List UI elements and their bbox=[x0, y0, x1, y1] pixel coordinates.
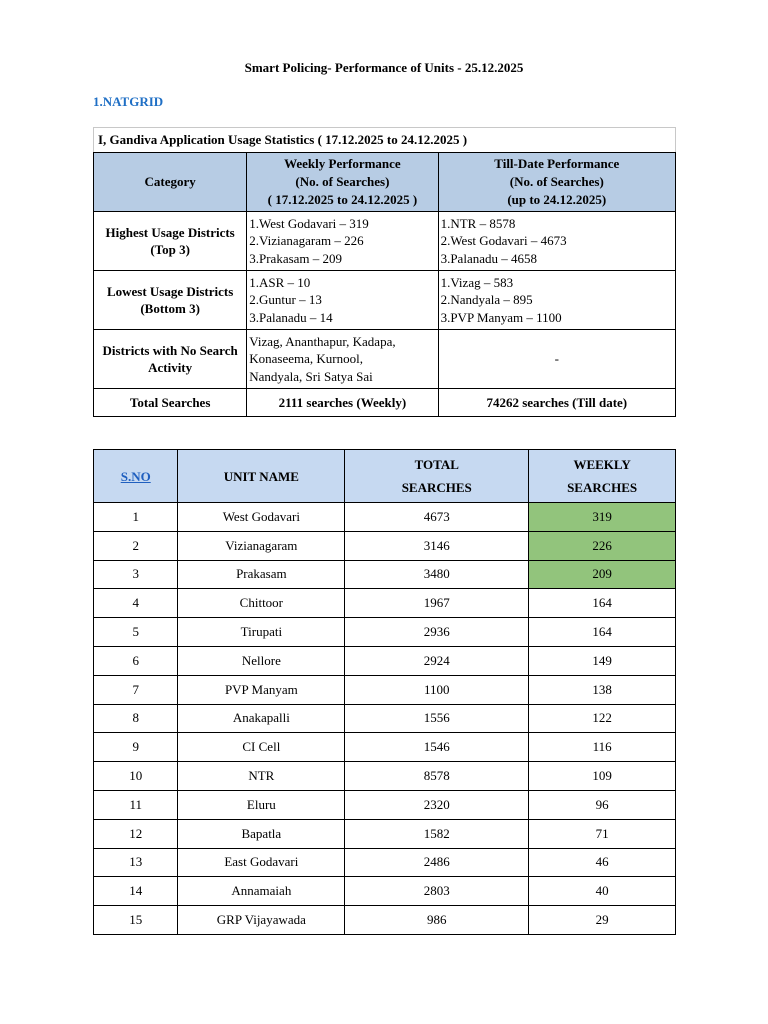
page-title: Smart Policing- Performance of Units - 25.12.2025 bbox=[244, 60, 524, 75]
list-item: 1.ASR – 10 bbox=[249, 274, 311, 290]
total-searches-cell: 986 bbox=[345, 906, 529, 935]
sno-cell: 10 bbox=[94, 762, 178, 791]
category-line: Activity bbox=[148, 360, 193, 375]
header-line: TOTAL bbox=[414, 457, 459, 472]
total-searches-cell: 2924 bbox=[345, 646, 529, 675]
total-tilldate: 74262 searches (Till date) bbox=[438, 389, 675, 417]
sno-cell: 6 bbox=[94, 646, 178, 675]
sno-cell: 3 bbox=[94, 560, 178, 589]
table-row bbox=[94, 589, 676, 618]
weekly-searches-cell: 122 bbox=[529, 704, 676, 733]
weekly-searches-cell: 29 bbox=[529, 906, 676, 935]
sno-cell: 1 bbox=[94, 503, 178, 532]
units-table-header-row bbox=[94, 450, 676, 503]
weekly-searches-cell: 164 bbox=[529, 589, 676, 618]
table-row bbox=[94, 790, 676, 819]
unit-name-cell: Eluru bbox=[178, 790, 345, 819]
table-row bbox=[94, 733, 676, 762]
list-item: 3.PVP Manyam – 1100 bbox=[440, 309, 562, 325]
sno-cell: 12 bbox=[94, 819, 178, 848]
list-item: Vizag, Ananthapur, Kadapa, bbox=[249, 333, 396, 349]
header-line: Till-Date Performance bbox=[494, 156, 620, 171]
category-line: (Top 3) bbox=[150, 242, 190, 257]
list-item: 2.Vizianagaram – 226 bbox=[249, 233, 364, 249]
unit-name-cell: CI Cell bbox=[178, 733, 345, 762]
section-heading: 1.NATGRID bbox=[93, 94, 164, 109]
lowest-usage-row bbox=[94, 271, 676, 330]
weekly-list-cell bbox=[247, 212, 438, 271]
table-row bbox=[94, 704, 676, 733]
table-row bbox=[94, 646, 676, 675]
weekly-searches-cell: 164 bbox=[529, 618, 676, 647]
category-line: Highest Usage Districts bbox=[105, 225, 235, 240]
list-item: 1.NTR – 8578 bbox=[440, 215, 516, 231]
sno-cell: 15 bbox=[94, 906, 178, 935]
weekly-searches-cell: 46 bbox=[529, 848, 676, 877]
total-searches-header bbox=[345, 450, 529, 503]
category-line: (Bottom 3) bbox=[140, 301, 200, 316]
unit-name-cell: Prakasam bbox=[178, 560, 345, 589]
table-row bbox=[94, 560, 676, 589]
category-header: Category bbox=[94, 153, 247, 212]
unit-name-cell: GRP Vijayawada bbox=[178, 906, 345, 935]
weekly-list-cell bbox=[247, 330, 438, 389]
weekly-searches-cell: 40 bbox=[529, 877, 676, 906]
unit-name-cell: Bapatla bbox=[178, 819, 345, 848]
sno-cell: 8 bbox=[94, 704, 178, 733]
total-searches-cell: 4673 bbox=[345, 503, 529, 532]
total-searches-cell: 1100 bbox=[345, 675, 529, 704]
sno-cell: 9 bbox=[94, 733, 178, 762]
unit-name-cell: NTR bbox=[178, 762, 345, 791]
weekly-searches-cell: 116 bbox=[529, 733, 676, 762]
total-searches-cell: 2803 bbox=[345, 877, 529, 906]
unit-name-cell: Nellore bbox=[178, 646, 345, 675]
usage-table-caption: I, Gandiva Application Usage Statistics ( 17.12.2025 to 24.12.2025 ) bbox=[94, 128, 676, 153]
usage-table-caption-row bbox=[94, 128, 676, 153]
category-cell bbox=[94, 330, 247, 389]
weekly-searches-header bbox=[529, 450, 676, 503]
list-item: 2.Nandyala – 895 bbox=[440, 292, 533, 308]
category-line: Lowest Usage Districts bbox=[106, 284, 234, 299]
table-row bbox=[94, 819, 676, 848]
sno-header: S.NO bbox=[94, 450, 178, 503]
total-searches-cell: 3146 bbox=[345, 531, 529, 560]
header-line: (No. of Searches) bbox=[295, 174, 390, 189]
weekly-searches-cell: 226 bbox=[529, 531, 676, 560]
sno-cell: 7 bbox=[94, 675, 178, 704]
units-table-body bbox=[94, 503, 676, 935]
total-searches-cell: 8578 bbox=[345, 762, 529, 791]
tilldate-performance-header bbox=[438, 153, 675, 212]
unit-name-cell: Chittoor bbox=[178, 589, 345, 618]
total-searches-cell: 1967 bbox=[345, 589, 529, 618]
weekly-performance-header bbox=[247, 153, 438, 212]
weekly-searches-cell: 209 bbox=[529, 560, 676, 589]
unit-name-cell: Anakapalli bbox=[178, 704, 345, 733]
unit-name-cell: Tirupati bbox=[178, 618, 345, 647]
header-line: Weekly Performance bbox=[284, 156, 401, 171]
table-row bbox=[94, 877, 676, 906]
unit-name-cell: Vizianagaram bbox=[178, 531, 345, 560]
list-item: 1.Vizag – 583 bbox=[440, 274, 514, 290]
weekly-searches-cell: 71 bbox=[529, 819, 676, 848]
sno-cell: 5 bbox=[94, 618, 178, 647]
units-performance-table bbox=[93, 449, 676, 935]
unit-name-cell: East Godavari bbox=[178, 848, 345, 877]
sno-cell: 4 bbox=[94, 589, 178, 618]
total-searches-cell: 1546 bbox=[345, 733, 529, 762]
total-searches-cell: 3480 bbox=[345, 560, 529, 589]
total-searches-cell: 1556 bbox=[345, 704, 529, 733]
table-row bbox=[94, 531, 676, 560]
table-row bbox=[94, 848, 676, 877]
total-searches-cell: 2320 bbox=[345, 790, 529, 819]
list-item: Konaseema, Kurnool, bbox=[249, 351, 363, 367]
table-row bbox=[94, 503, 676, 532]
sno-cell: 11 bbox=[94, 790, 178, 819]
total-label: Total Searches bbox=[94, 389, 247, 417]
unit-name-cell: West Godavari bbox=[178, 503, 345, 532]
unit-name-header: UNIT NAME bbox=[178, 450, 345, 503]
list-item: 3.Palanadu – 4658 bbox=[440, 250, 537, 266]
weekly-list-cell bbox=[247, 271, 438, 330]
list-item: 2.Guntur – 13 bbox=[249, 292, 322, 308]
weekly-searches-cell: 109 bbox=[529, 762, 676, 791]
category-line: Districts with No Search bbox=[102, 343, 238, 358]
total-searches-cell: 1582 bbox=[345, 819, 529, 848]
category-cell bbox=[94, 271, 247, 330]
header-line: SEARCHES bbox=[401, 480, 472, 495]
total-weekly: 2111 searches (Weekly) bbox=[247, 389, 438, 417]
list-item: 2.West Godavari – 4673 bbox=[440, 233, 567, 249]
header-line: (No. of Searches) bbox=[509, 174, 604, 189]
usage-statistics-table bbox=[93, 127, 676, 417]
list-item: 3.Palanadu – 14 bbox=[249, 309, 333, 325]
unit-name-cell: PVP Manyam bbox=[178, 675, 345, 704]
sno-cell: 13 bbox=[94, 848, 178, 877]
total-searches-cell: 2486 bbox=[345, 848, 529, 877]
table-row bbox=[94, 906, 676, 935]
tilldate-empty-cell: - bbox=[438, 330, 675, 389]
total-searches-row bbox=[94, 389, 676, 417]
weekly-searches-cell: 149 bbox=[529, 646, 676, 675]
list-item: Nandyala, Sri Satya Sai bbox=[249, 368, 373, 384]
table-row bbox=[94, 762, 676, 791]
total-searches-cell: 2936 bbox=[345, 618, 529, 647]
sno-cell: 14 bbox=[94, 877, 178, 906]
tilldate-list-cell bbox=[438, 271, 675, 330]
sno-cell: 2 bbox=[94, 531, 178, 560]
table-row bbox=[94, 618, 676, 647]
no-search-activity-row bbox=[94, 330, 676, 389]
weekly-searches-cell: 96 bbox=[529, 790, 676, 819]
header-line: SEARCHES bbox=[567, 480, 638, 495]
usage-table-header-row bbox=[94, 153, 676, 212]
list-item: 3.Prakasam – 209 bbox=[249, 250, 343, 266]
category-cell bbox=[94, 212, 247, 271]
list-item: 1.West Godavari – 319 bbox=[249, 215, 369, 231]
weekly-searches-cell: 319 bbox=[529, 503, 676, 532]
header-line: (up to 24.12.2025) bbox=[507, 192, 607, 207]
weekly-searches-cell: 138 bbox=[529, 675, 676, 704]
highest-usage-row bbox=[94, 212, 676, 271]
header-line: ( 17.12.2025 to 24.12.2025 ) bbox=[267, 192, 418, 207]
table-row bbox=[94, 675, 676, 704]
unit-name-cell: Annamaiah bbox=[178, 877, 345, 906]
tilldate-list-cell bbox=[438, 212, 675, 271]
header-line: WEEKLY bbox=[573, 457, 631, 472]
